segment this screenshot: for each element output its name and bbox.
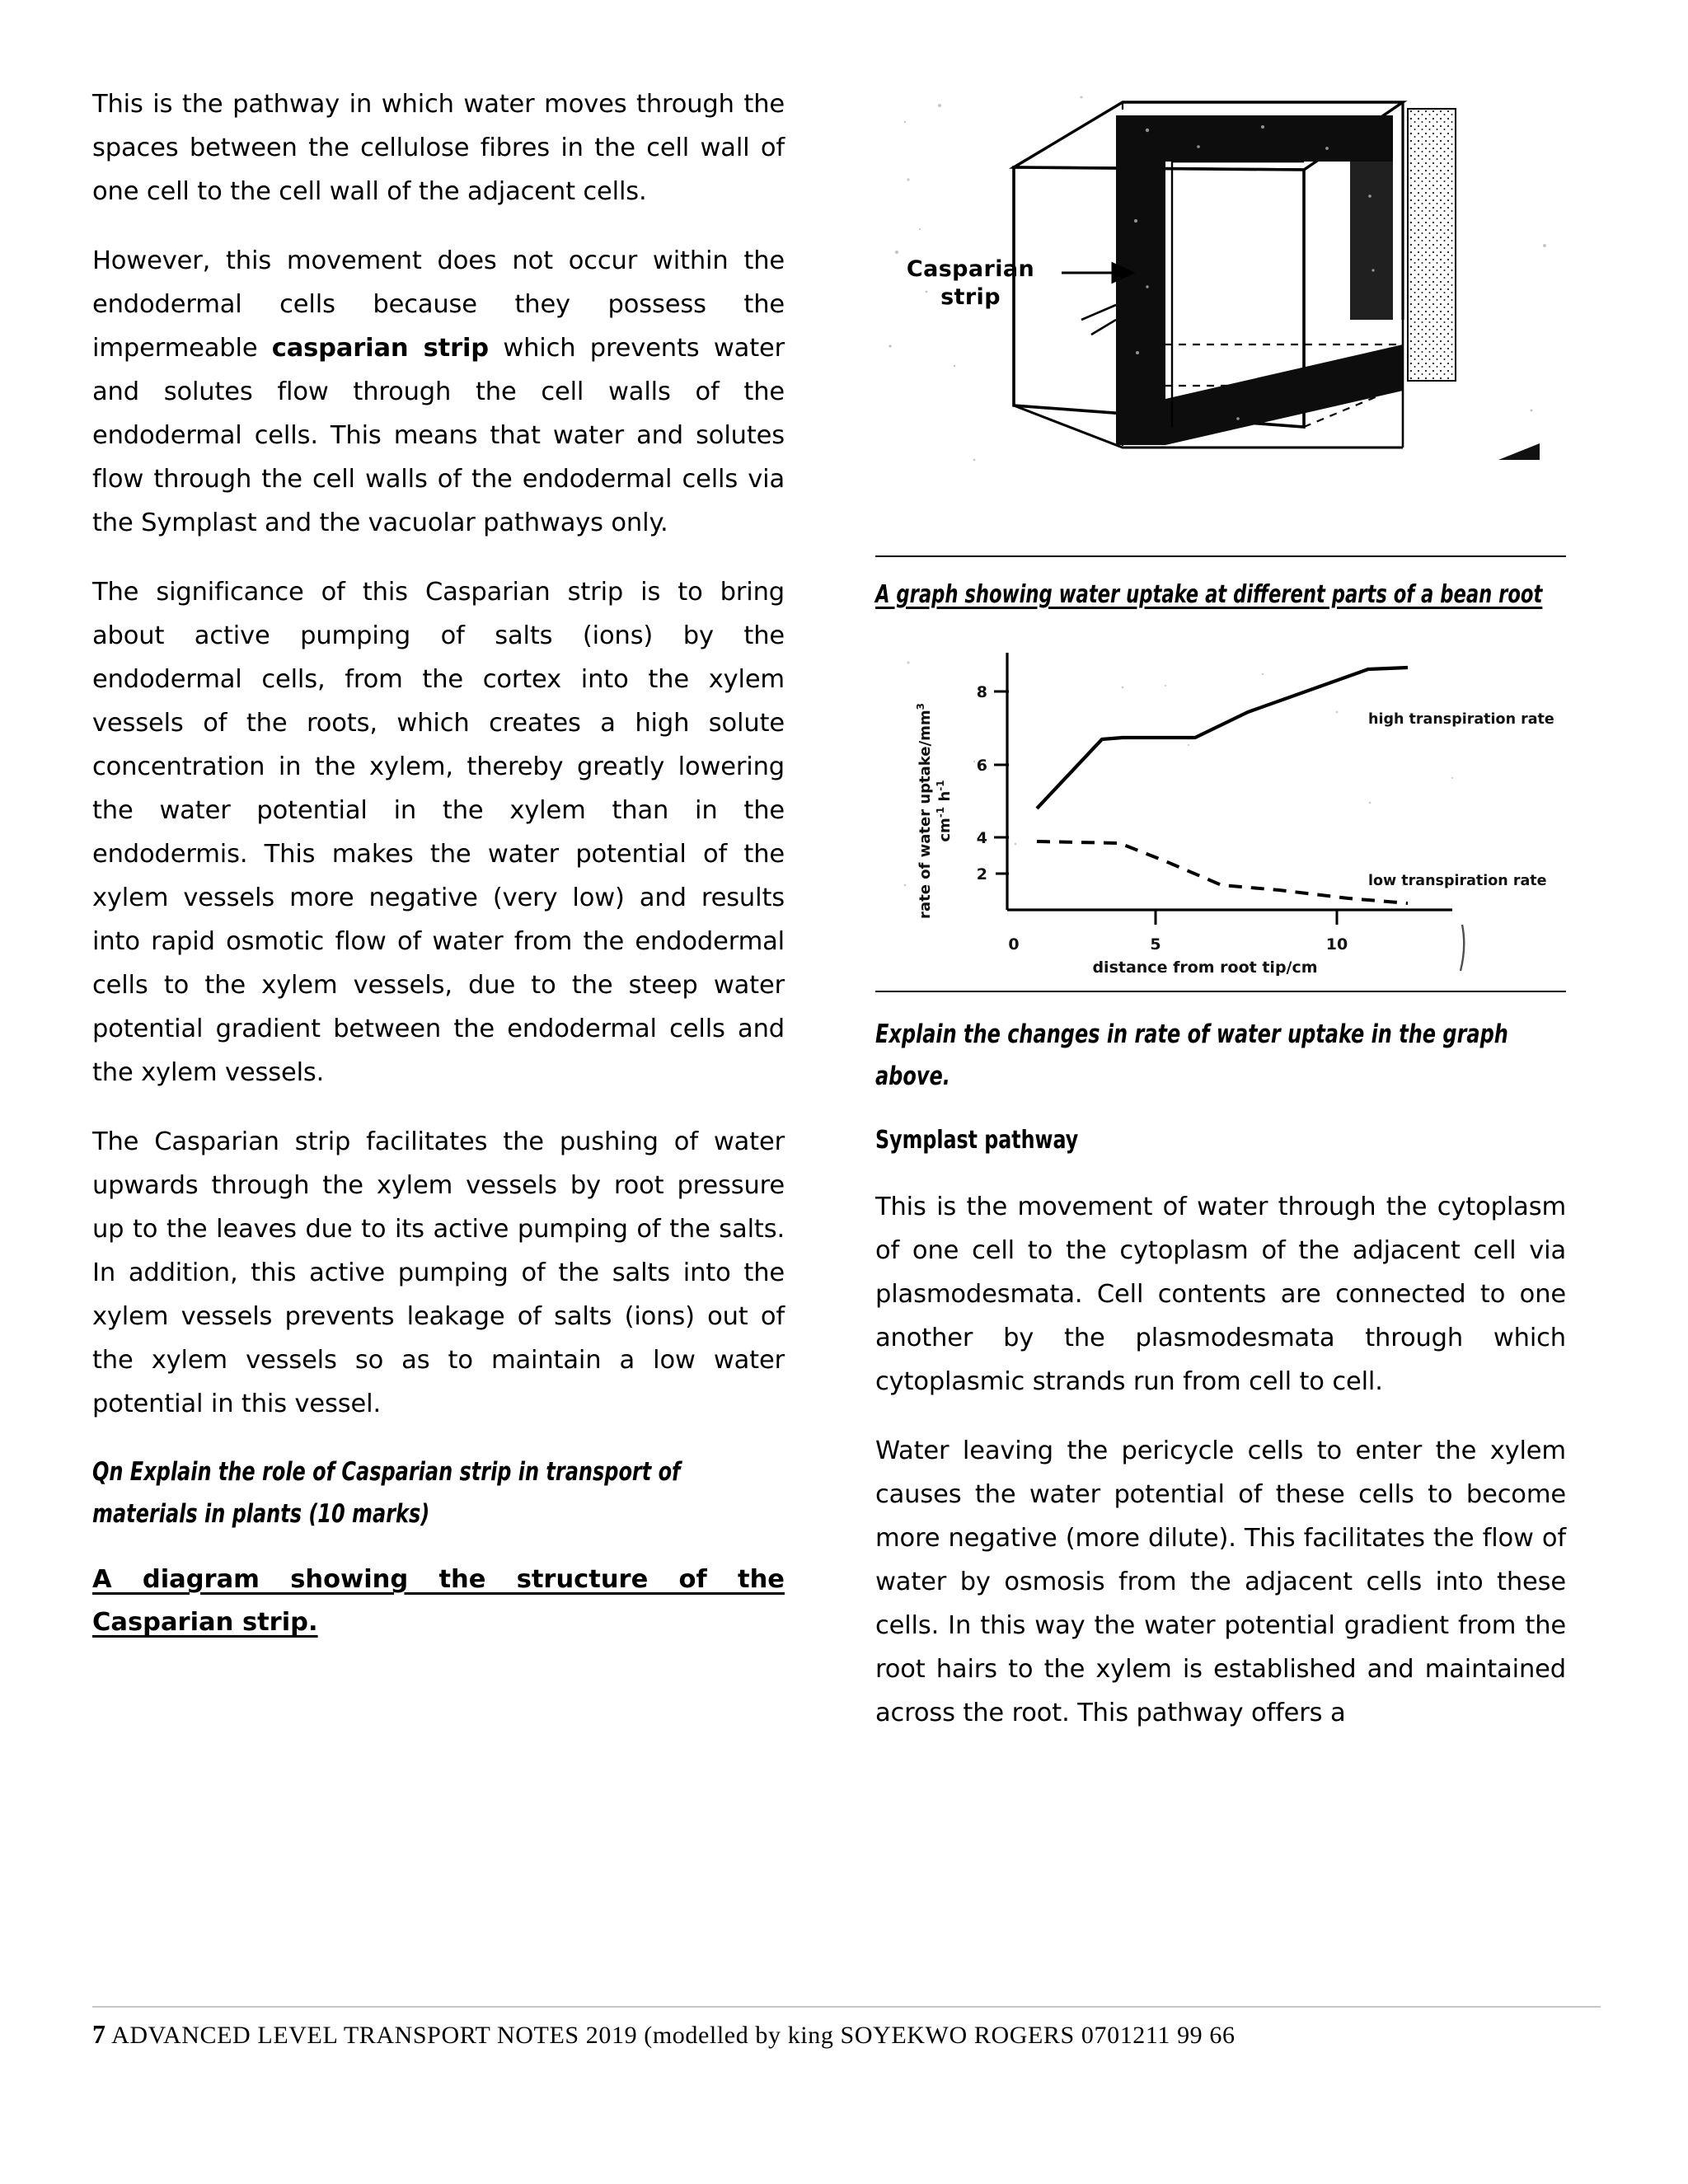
svg-text:8: 8	[976, 683, 987, 701]
figure-divider-bottom	[875, 991, 1566, 992]
x-axis-tick-labels	[1008, 935, 1348, 954]
graph-caption: A graph showing water uptake at different parts of a bean root	[875, 580, 1543, 609]
svg-text:10: 10	[1325, 935, 1348, 954]
svg-text:2: 2	[976, 865, 987, 883]
figure-casparian-strip-diagram	[875, 73, 1566, 551]
figure-divider-top	[875, 555, 1566, 557]
question-heading: Qn Explain the role of Casparian strip in transport of materials in plants (10 marks)	[92, 1457, 681, 1529]
series-high-transpiration-rate	[1037, 668, 1408, 808]
paragraph-apoplast-pathway: This is the pathway in which water moves through the spaces between the cellulose fibres in the cell wall of one cell to the cell wall of the adjacent cells.	[92, 90, 785, 206]
svg-text:6: 6	[976, 757, 987, 775]
paragraph-root-pressure: The Casparian strip facilitates the pushing of water upwards through the xylem vessels by root pressure up to the leaves due to its active pumping of the salts. In addition, this active pumping of the salts into the xylem vessels prevents leakage of salts (ions) out of the xylem vessels so as to maintain a low water potential in this vessel.	[92, 1127, 785, 1418]
annotation-high-transpiration-rate: high transpiration rate	[1368, 711, 1554, 728]
footer-divider	[92, 2006, 1601, 2008]
x-axis-ticks	[1156, 910, 1337, 925]
svg-text:cm-1 h-1: $cm^{-1}$ $h^{-1}$	[935, 780, 954, 842]
y-axis-title	[915, 703, 954, 919]
symplast-pathway-heading: Symplast pathway	[875, 1126, 1079, 1155]
casparian-strip-figure-label	[882, 255, 1059, 312]
scan-artifact-mark	[1461, 925, 1464, 971]
x-axis-title: distance from root tip/cm	[1092, 958, 1318, 977]
paragraph-pericycle-xylem: Water leaving the pericycle cells to enter the xylem causes the water potential of these cells to become more negative (more dilute). This facilitates the flow of water by osmosis from the adjacent cells into these cells. In this way the water potential gradient from the root hairs to the xylem is established and maintained across the root. This pathway offers a	[875, 1436, 1566, 1727]
footer-title-text: ADVANCED LEVEL TRANSPORT NOTES 2019 (modelled by king SOYEKWO ROGERS 0701211 99 66	[111, 2022, 1236, 2049]
page-number: 7	[92, 2019, 106, 2049]
svg-text:5: 5	[1150, 935, 1161, 954]
casparian-label-line1: Casparian	[906, 256, 1035, 282]
left-column	[92, 82, 785, 1667]
annotation-low-transpiration-rate: low transpiration rate	[1368, 873, 1547, 889]
diagram-heading: A diagram showing the structure of the Casparian strip.	[92, 1565, 785, 1637]
water-uptake-line-chart	[875, 638, 1566, 984]
paragraph-symplast-definition: This is the movement of water through the cytoplasm of one cell to the cytoplasm of the adjacent cell via plasmodesmata. Cell contents are connected to one another by the plasmodesmata through which cytoplasmic strands run from cell to cell.	[875, 1193, 1566, 1396]
paragraph-however-part2: which prevents water and solutes flow through the cell walls of the endodermal cells. This means that water and solutes flow through the cell walls of the endodermal cells via the Symplast and the vacuolar pathways only.	[92, 334, 785, 537]
footer-text-line	[92, 2018, 1601, 2052]
svg-text:rate of water uptake/mm3: rate of water uptake/$mm^3$	[915, 703, 934, 919]
paragraph-significance: The significance of this Casparian strip is to bring about active pumping of salts (ions) by the endodermal cells, from the cortex into the xylem vessels of the roots, which creates a high solute concentration in the xylem, thereby greatly lowering the water potential in the xylem than in the endodermis. This makes the water potential of the xylem vessels more negative (very low) and results into rapid osmotic flow of water from the endodermal cells to the xylem vessels, due to the steep water potential gradient between the endodermal cells and the xylem vessels.	[92, 578, 785, 1087]
page-footer	[92, 2006, 1601, 2052]
figure-water-uptake-graph	[875, 638, 1566, 984]
paragraph-however-casparian	[92, 239, 785, 545]
casparian-strip-illustration	[875, 73, 1566, 551]
series-low-transpiration-rate	[1037, 841, 1408, 903]
y-axis-tick-labels	[977, 683, 987, 883]
svg-text:4: 4	[976, 829, 987, 847]
explain-graph-heading: Explain the changes in rate of water uptake in the graph above.	[875, 1019, 1508, 1091]
casparian-label-line2: strip	[940, 284, 1001, 310]
svg-text:0: 0	[1008, 935, 1020, 954]
paragraph-however-part1: However, this movement does not occur within the endodermal cells because they possess the impermeable	[92, 246, 785, 363]
casparian-strip-bold-term: casparian strip	[271, 334, 489, 363]
right-column	[875, 73, 1566, 1760]
